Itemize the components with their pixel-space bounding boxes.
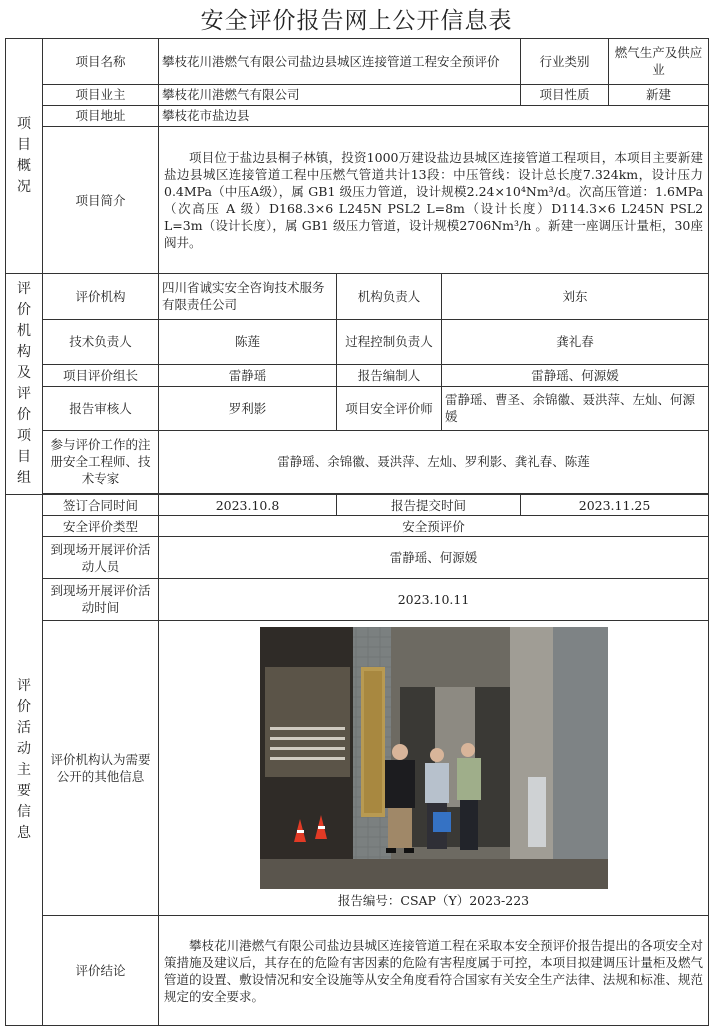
leader-label: 项目评价组长 [43, 365, 159, 386]
submit-date: 2023.11.25 [521, 494, 709, 515]
site-photo [260, 627, 608, 889]
industry-label: 行业类别 [521, 39, 609, 85]
page-title: 安全评价报告网上公开信息表 [200, 8, 513, 34]
type-value: 安全预评价 [159, 516, 709, 537]
tech-label: 技术负责人 [43, 319, 159, 365]
onsite-people-value: 雷静瑶、何源媛 [159, 537, 709, 579]
leader-value: 雷静瑶 [159, 365, 337, 386]
onsite-people-label: 到现场开展评价活动人员 [43, 537, 159, 579]
conclusion-label: 评价结论 [43, 916, 159, 1026]
conclusion-text: 攀枝花川港燃气有限公司盐边县城区连接管道工程在采取本安全预评价报告提出的各项安全对策措施及建议后，其存在的危险有害因素的危险有害程度属于可控，本项目拟建调压计量柜及燃气管道的设置、敷设情况和安全设施等从安全角度看符合国家有关安全生产法律、法规和标准、规范规定的安全要求。 [159, 916, 709, 1026]
contract-date: 2023.10.8 [159, 494, 337, 515]
agency-label: 评价机构 [43, 274, 159, 320]
tech-value: 陈莲 [159, 319, 337, 365]
owner-label: 项目业主 [43, 84, 159, 105]
process-value: 龚礼春 [442, 319, 709, 365]
head-label: 机构负责人 [337, 274, 442, 320]
address-label: 项目地址 [43, 105, 159, 126]
info-table [5, 38, 709, 1026]
reviewer-label: 报告审核人 [43, 386, 159, 431]
contract-label: 签订合同时间 [43, 494, 159, 515]
owner-value: 攀枝花川港燃气有限公司 [159, 84, 521, 105]
address-value: 攀枝花市盐边县 [159, 105, 709, 126]
evaluator-label: 项目安全评价师 [337, 386, 442, 431]
industry-value: 燃气生产及供应业 [609, 39, 709, 85]
other-info-cell [159, 620, 709, 916]
type-label: 安全评价类型 [43, 516, 159, 537]
onsite-time-label: 到现场开展评价活动时间 [43, 578, 159, 620]
nature-label: 项目性质 [521, 84, 609, 105]
project-name-label: 项目名称 [43, 39, 159, 85]
nature-value: 新建 [609, 84, 709, 105]
head-value: 刘东 [442, 274, 709, 320]
agency-value: 四川省诚实安全咨询技术服务有限责任公司 [159, 274, 337, 320]
section-activity: 评价活动主要信息 [6, 494, 43, 1025]
writer-value: 雷静瑶、何源媛 [442, 365, 709, 386]
section-org: 评价机构及评价项目组 [6, 274, 43, 495]
report-number: 报告编号：CSAP（Y）2023-223 [337, 892, 530, 908]
reviewer-value: 罗利影 [159, 386, 337, 431]
process-label: 过程控制负责人 [337, 319, 442, 365]
engineers-label: 参与评价工作的注册安全工程师、技术专家 [43, 431, 159, 494]
section-overview: 项目概况 [6, 39, 43, 274]
engineers-value: 雷静瑶、余锦徽、聂洪萍、左灿、罗利影、龚礼春、陈莲 [159, 431, 709, 494]
intro-label: 项目简介 [43, 127, 159, 274]
evaluator-value: 雷静瑶、曹圣、余锦徽、聂洪萍、左灿、何源媛 [442, 386, 709, 431]
onsite-time-value: 2023.10.11 [159, 578, 709, 620]
intro-text: 项目位于盐边县桐子林镇，投资1000万建设盐边县城区连接管道工程项目，本项目主要新建盐边县城区连接管道工程中压燃气管道共计13段：中压管线：设计总长度7.324km，设计压力0.4MPa（中压A级），属 GB1 级压力管道，设计规模2.24×10⁴Nm³/d。次高压管道：1.6MPa（次高压 A 级）D168.3×6 L245N PSL2 L=8m（设计长度）D114.3×6 L245N PSL2 L=3m（设计长度），属 GB1 级压力管道，设计规模2706Nm³/h 。新建一座调压计量柜，30座阀井。 [159, 127, 709, 274]
submit-label: 报告提交时间 [337, 494, 521, 515]
other-info-label: 评价机构认为需要公开的其他信息 [43, 620, 159, 916]
project-name: 攀枝花川港燃气有限公司盐边县城区连接管道工程安全预评价 [159, 39, 521, 85]
writer-label: 报告编制人 [337, 365, 442, 386]
